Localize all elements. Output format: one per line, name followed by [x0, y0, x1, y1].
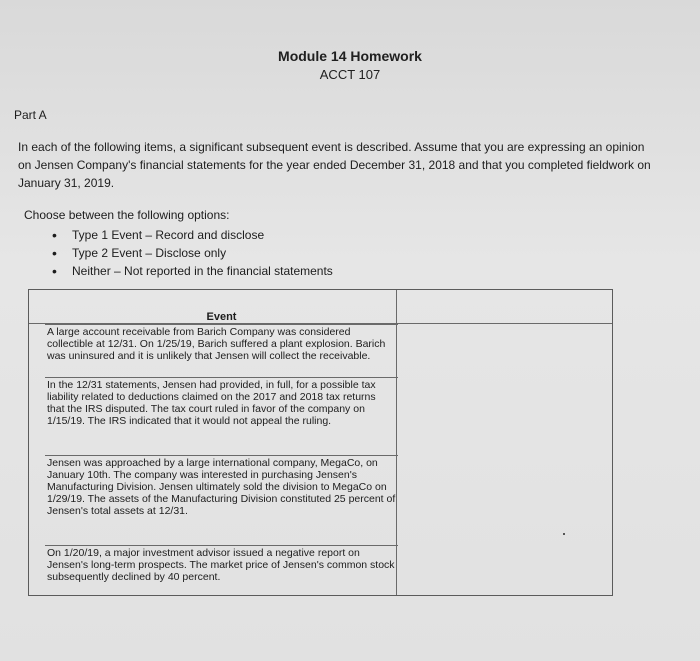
choose-label: Choose between the following options:: [24, 208, 230, 222]
event-column: [45, 311, 398, 592]
part-label: Part A: [14, 108, 47, 122]
event-column-header: Event: [206, 311, 237, 323]
document-title: Module 14 Homework: [278, 48, 422, 64]
table-row: [45, 545, 398, 592]
event-text: A large account receivable from Barich Company was considered collectible at 12/31. On 1/25/19, Barich suffered a plant explosion. Barich was uninsured and it is unlikely that Jensen will collect the receivable.: [47, 326, 386, 362]
options-list: [52, 226, 333, 280]
table-row: [45, 455, 398, 545]
option-type1: • Type 1 Event – Record and disclose: [52, 226, 333, 244]
intro-paragraph: In each of the following items, a significant subsequent event is described. Assume that you are expressing an opinion on Jensen Company's financial statements for the year ended December 31, 2018 and that you completed fieldwork on January 31, 2019.: [18, 140, 651, 190]
option-neither: • Neither – Not reported in the financial statements: [52, 262, 333, 280]
events-table: [28, 289, 613, 596]
event-text: On 1/20/19, a major investment advisor issued a negative report on Jensen's long-term prospects. The market price of Jensen's common stock subsequently declined by 40 percent.: [47, 547, 395, 583]
table-row: [45, 377, 398, 455]
event-text: In the 12/31 statements, Jensen had provided, in full, for a possible tax liability related to deductions claimed on the 2017 and 2018 tax returns that the IRS disputed. The tax court ruled in favor of the company on 1/15/19. The IRS indicated that it would not appeal the ruling.: [47, 379, 376, 427]
course-code: ACCT 107: [319, 67, 381, 82]
stray-mark: [563, 533, 565, 535]
option-type2: • Type 2 Event – Disclose only: [52, 244, 333, 262]
event-text: Jensen was approached by a large international company, MegaCo, on January 10th. The company was interested in purchasing Jensen's Manufacturing Division. Jensen ultimately sold the division to MegaCo on 1/29/19. The assets of the Manufacturing Division constituted 25 percent of Jensen's total assets at 12/31.: [47, 457, 396, 517]
table-row: [45, 324, 398, 377]
